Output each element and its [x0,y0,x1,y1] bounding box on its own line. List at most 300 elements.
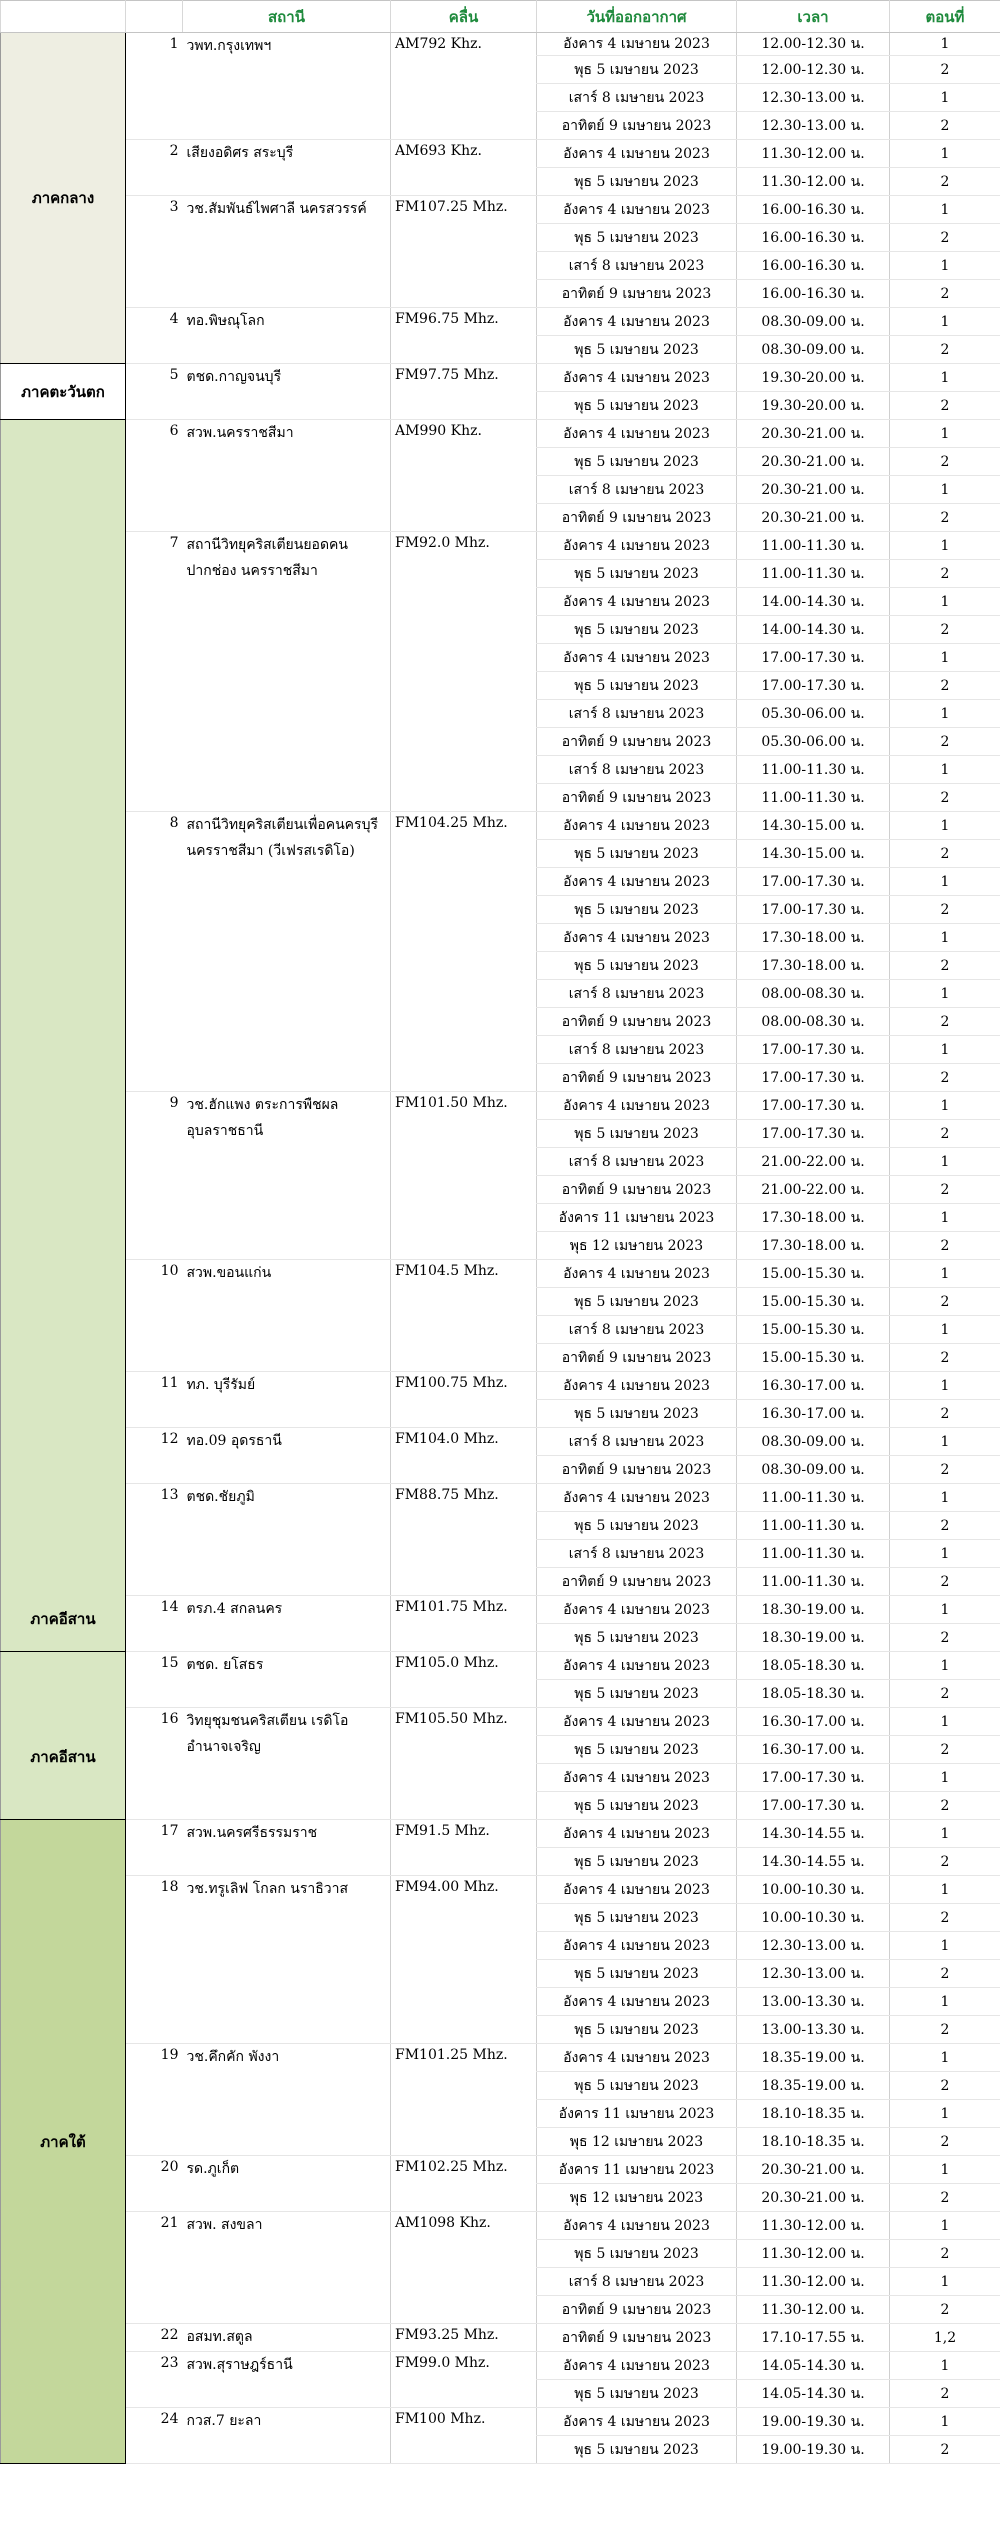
region-label: ภาคใต้ [1,1820,126,2464]
station-name [183,308,391,364]
episode-number: 1 [890,1820,1000,1848]
broadcast-date: อาทิตย์ 9 เมษายน 2023 [537,112,737,140]
broadcast-time: 17.00-17.30 น. [737,896,890,924]
episode-number: 2 [890,1008,1000,1036]
broadcast-time: 08.30-09.00 น. [737,308,890,336]
station-frequency: FM101.25 Mhz. [391,2044,537,2156]
broadcast-time: 15.00-15.30 น. [737,1288,890,1316]
broadcast-date: พุธ 5 เมษายน 2023 [537,672,737,700]
broadcast-date: เสาร์ 8 เมษายน 2023 [537,2268,737,2296]
episode-number: 2 [890,1568,1000,1596]
broadcast-time: 08.00-08.30 น. [737,1008,890,1036]
broadcast-time: 11.30-12.00 น. [737,140,890,168]
broadcast-time: 18.30-19.00 น. [737,1624,890,1652]
broadcast-date: เสาร์ 8 เมษายน 2023 [537,84,737,112]
table-row [1,2212,1000,2240]
station-number: 22 [126,2324,183,2352]
station-name [183,2324,391,2352]
station-name-line: อำนาจเจริญ [186,1739,261,1755]
station-frequency: FM102.25 Mhz. [391,2156,537,2212]
region-label: ภาคตะวันตก [1,364,126,420]
broadcast-date: อาทิตย์ 9 เมษายน 2023 [537,728,737,756]
broadcast-date: อังคาร 4 เมษายน 2023 [537,196,737,224]
broadcast-time: 11.00-11.30 น. [737,1512,890,1540]
station-number: 5 [126,364,183,420]
episode-number: 1 [890,2156,1000,2184]
station-frequency: FM101.50 Mhz. [391,1092,537,1260]
episode-number: 1 [890,1876,1000,1904]
broadcast-time: 14.30-15.00 น. [737,812,890,840]
station-name [183,1372,391,1428]
broadcast-date: อังคาร 4 เมษายน 2023 [537,1260,737,1288]
region-label: ภาคอีสาน [1,420,126,1652]
broadcast-date: เสาร์ 8 เมษายน 2023 [537,756,737,784]
station-name-line: สวพ.ขอนแก่น [186,1265,272,1281]
broadcast-time: 11.00-11.30 น. [737,1568,890,1596]
station-name-line: นครราชสีมา (วีเฟรสเรดิโอ) [186,843,355,859]
station-number: 16 [126,1708,183,1820]
episode-number: 1 [890,980,1000,1008]
broadcast-date: อังคาร 4 เมษายน 2023 [537,1596,737,1624]
station-name-line: วช.ทรูเลิฟ โกลก นราธิวาส [186,1881,349,1897]
station-name-line: วช.คึกคัก พังงา [186,2049,280,2065]
episode-number: 1 [890,1484,1000,1512]
episode-number: 1 [890,1148,1000,1176]
station-frequency: FM96.75 Mhz. [391,308,537,364]
broadcast-time: 12.30-13.00 น. [737,1960,890,1988]
broadcast-time: 16.30-17.00 น. [737,1400,890,1428]
episode-number: 1 [890,812,1000,840]
station-name [183,2156,391,2212]
broadcast-time: 17.30-18.00 น. [737,1232,890,1260]
station-name-line: อสมท.สตูล [186,2329,253,2345]
broadcast-date: พุธ 5 เมษายน 2023 [537,168,737,196]
broadcast-date: พุธ 5 เมษายน 2023 [537,560,737,588]
station-frequency: FM105.50 Mhz. [391,1708,537,1820]
episode-number: 2 [890,280,1000,308]
episode-number: 2 [890,2072,1000,2100]
broadcast-time: 20.30-21.00 น. [737,2156,890,2184]
station-name-line: ตชด. ยโสธร [186,1657,264,1673]
episode-number: 1 [890,252,1000,280]
broadcast-time: 16.00-16.30 น. [737,280,890,308]
broadcast-date: อังคาร 4 เมษายน 2023 [537,868,737,896]
station-name-line: วิทยุชุมชนคริสเตียน เรดิโอ [186,1713,349,1729]
station-number: 9 [126,1092,183,1260]
station-number: 18 [126,1876,183,2044]
station-frequency: FM100.75 Mhz. [391,1372,537,1428]
broadcast-date: อาทิตย์ 9 เมษายน 2023 [537,504,737,532]
broadcast-date: อาทิตย์ 9 เมษายน 2023 [537,1008,737,1036]
table-row [1,1260,1000,1288]
broadcast-date: อังคาร 4 เมษายน 2023 [537,1092,737,1120]
episode-number: 1,2 [890,2324,1000,2352]
table-row [1,2324,1000,2352]
station-number: 13 [126,1484,183,1596]
broadcast-date: อังคาร 4 เมษายน 2023 [537,644,737,672]
episode-number: 1 [890,2268,1000,2296]
broadcast-date: พุธ 5 เมษายน 2023 [537,1960,737,1988]
station-name-line: สถานีวิทยุคริสเตียนเพื่อคนครบุรี [186,817,378,833]
broadcast-date: อังคาร 4 เมษายน 2023 [537,308,737,336]
broadcast-date: อาทิตย์ 9 เมษายน 2023 [537,1064,737,1092]
broadcast-time: 08.00-08.30 น. [737,980,890,1008]
schedule-body [1,33,1000,2464]
broadcast-date: อังคาร 11 เมษายน 2023 [537,1204,737,1232]
episode-number: 1 [890,1428,1000,1456]
broadcast-time: 17.00-17.30 น. [737,1092,890,1120]
episode-number: 1 [890,1932,1000,1960]
station-name [183,2044,391,2156]
episode-number: 2 [890,1960,1000,1988]
table-row [1,308,1000,336]
station-name [183,1428,391,1484]
broadcast-time: 19.30-20.00 น. [737,392,890,420]
station-frequency: FM104.0 Mhz. [391,1428,537,1484]
broadcast-time: 19.00-19.30 น. [737,2408,890,2436]
table-row [1,2156,1000,2184]
broadcast-date: อาทิตย์ 9 เมษายน 2023 [537,2324,737,2352]
station-name-line: ทอ.พิษณุโลก [186,313,265,329]
episode-number: 2 [890,168,1000,196]
episode-number: 1 [890,868,1000,896]
episode-number: 2 [890,56,1000,84]
episode-number: 1 [890,1036,1000,1064]
broadcast-time: 19.30-20.00 น. [737,364,890,392]
header-time: เวลา [737,1,890,33]
broadcast-time: 12.30-13.00 น. [737,112,890,140]
station-name-line: อุบลราชธานี [186,1123,264,1139]
station-number: 6 [126,420,183,532]
episode-number: 1 [890,84,1000,112]
station-name [183,1596,391,1652]
station-number: 3 [126,196,183,308]
episode-number: 1 [890,2352,1000,2380]
station-name [183,2352,391,2408]
broadcast-time: 17.30-18.00 น. [737,924,890,952]
broadcast-date: อาทิตย์ 9 เมษายน 2023 [537,1344,737,1372]
episode-number: 1 [890,1596,1000,1624]
episode-number: 1 [890,308,1000,336]
episode-number: 2 [890,2016,1000,2044]
station-name [183,140,391,196]
station-frequency: AM693 Khz. [391,140,537,196]
broadcast-time: 17.00-17.30 น. [737,868,890,896]
episode-number: 2 [890,1456,1000,1484]
broadcast-time: 14.05-14.30 น. [737,2352,890,2380]
broadcast-time: 12.00-12.30 น. [737,56,890,84]
episode-number: 1 [890,1708,1000,1736]
station-name [183,1820,391,1876]
broadcast-time: 17.30-18.00 น. [737,952,890,980]
episode-number: 2 [890,1624,1000,1652]
broadcast-date: พุธ 12 เมษายน 2023 [537,1232,737,1260]
episode-number: 1 [890,1204,1000,1232]
broadcast-time: 14.30-14.55 น. [737,1848,890,1876]
station-number: 23 [126,2352,183,2408]
episode-number: 2 [890,1736,1000,1764]
episode-number: 1 [890,1316,1000,1344]
broadcast-time: 21.00-22.00 น. [737,1148,890,1176]
region-label: ภาคอีสาน [1,1652,126,1820]
broadcast-date: พุธ 5 เมษายน 2023 [537,1848,737,1876]
table-row [1,196,1000,224]
episode-number: 2 [890,1848,1000,1876]
station-name-line: สถานีวิทยุคริสเตียนยอดคน [186,537,348,553]
episode-number: 1 [890,364,1000,392]
table-row [1,364,1000,392]
broadcast-date: พุธ 5 เมษายน 2023 [537,1736,737,1764]
episode-number: 1 [890,644,1000,672]
broadcast-date: พุธ 5 เมษายน 2023 [537,224,737,252]
broadcast-time: 15.00-15.30 น. [737,1344,890,1372]
table-row [1,1820,1000,1848]
broadcast-date: อังคาร 4 เมษายน 2023 [537,2352,737,2380]
episode-number: 2 [890,728,1000,756]
broadcast-time: 18.35-19.00 น. [737,2044,890,2072]
broadcast-time: 14.00-14.30 น. [737,616,890,644]
station-name [183,1708,391,1820]
episode-number: 2 [890,1176,1000,1204]
broadcast-date: อังคาร 4 เมษายน 2023 [537,1484,737,1512]
header-date: วันที่ออกอากาศ [537,1,737,33]
broadcast-time: 12.30-13.00 น. [737,1932,890,1960]
station-name [183,420,391,532]
table-row [1,532,1000,560]
station-name [183,2408,391,2464]
station-name-line: กวส.7 ยะลา [186,2413,262,2429]
header-row [1,1,1000,33]
episode-number: 2 [890,1680,1000,1708]
station-frequency: FM104.25 Mhz. [391,812,537,1092]
station-name-line: วช.ฮักแพง ตระการพืชผล [186,1097,339,1113]
station-name [183,364,391,420]
episode-number: 2 [890,952,1000,980]
table-row [1,1876,1000,1904]
broadcast-date: อาทิตย์ 9 เมษายน 2023 [537,2296,737,2324]
station-number: 20 [126,2156,183,2212]
station-frequency: FM107.25 Mhz. [391,196,537,308]
station-name [183,33,391,140]
broadcast-date: อาทิตย์ 9 เมษายน 2023 [537,1176,737,1204]
header-no [126,1,183,33]
broadcast-date: อาทิตย์ 9 เมษายน 2023 [537,1456,737,1484]
station-frequency: FM97.75 Mhz. [391,364,537,420]
episode-number: 2 [890,1512,1000,1540]
broadcast-time: 12.30-13.00 น. [737,84,890,112]
broadcast-date: อังคาร 4 เมษายน 2023 [537,1932,737,1960]
table-row [1,2352,1000,2380]
broadcast-date: เสาร์ 8 เมษายน 2023 [537,1316,737,1344]
broadcast-time: 18.10-18.35 น. [737,2128,890,2156]
station-name [183,196,391,308]
station-number: 2 [126,140,183,196]
broadcast-time: 17.10-17.55 น. [737,2324,890,2352]
station-frequency: FM99.0 Mhz. [391,2352,537,2408]
broadcast-time: 14.00-14.30 น. [737,588,890,616]
broadcast-time: 05.30-06.00 น. [737,700,890,728]
broadcast-time: 20.30-21.00 น. [737,476,890,504]
broadcast-date: พุธ 5 เมษายน 2023 [537,336,737,364]
broadcast-time: 15.00-15.30 น. [737,1260,890,1288]
broadcast-time: 11.30-12.00 น. [737,2296,890,2324]
episode-number: 2 [890,112,1000,140]
episode-number: 1 [890,1092,1000,1120]
broadcast-time: 08.30-09.00 น. [737,1456,890,1484]
broadcast-date: พุธ 5 เมษายน 2023 [537,1288,737,1316]
broadcast-time: 10.00-10.30 น. [737,1904,890,1932]
table-row [1,140,1000,168]
broadcast-time: 17.00-17.30 น. [737,1120,890,1148]
episode-number: 2 [890,392,1000,420]
station-frequency: AM792 Khz. [391,33,537,140]
episode-number: 1 [890,2044,1000,2072]
station-name-line: วพท.กรุงเทพฯ [186,38,272,54]
episode-number: 2 [890,1344,1000,1372]
episode-number: 1 [890,924,1000,952]
station-number: 21 [126,2212,183,2324]
table-row [1,420,1000,448]
episode-number: 2 [890,1904,1000,1932]
broadcast-date: อังคาร 4 เมษายน 2023 [537,1708,737,1736]
episode-number: 1 [890,1652,1000,1680]
episode-number: 2 [890,1400,1000,1428]
table-row [1,1484,1000,1512]
station-frequency: FM92.0 Mhz. [391,532,537,812]
broadcast-time: 20.30-21.00 น. [737,504,890,532]
table-row [1,2408,1000,2436]
station-name-line: สวพ.นครศรีธรรมราช [186,1825,318,1841]
broadcast-date: อังคาร 4 เมษายน 2023 [537,33,737,56]
header-region [1,1,126,33]
table-row [1,1652,1000,1680]
broadcast-date: อังคาร 4 เมษายน 2023 [537,1988,737,2016]
broadcast-time: 17.00-17.30 น. [737,1064,890,1092]
broadcast-date: พุธ 5 เมษายน 2023 [537,2072,737,2100]
episode-number: 1 [890,700,1000,728]
episode-number: 1 [890,2100,1000,2128]
station-name [183,812,391,1092]
broadcast-date: อังคาร 4 เมษายน 2023 [537,2044,737,2072]
episode-number: 1 [890,588,1000,616]
episode-number: 1 [890,476,1000,504]
station-name [183,1484,391,1596]
broadcast-date: อังคาร 4 เมษายน 2023 [537,1764,737,1792]
station-number: 4 [126,308,183,364]
header-station: สถานี [183,1,391,33]
broadcast-date: อาทิตย์ 9 เมษายน 2023 [537,1568,737,1596]
broadcast-time: 17.00-17.30 น. [737,644,890,672]
episode-number: 1 [890,2212,1000,2240]
header-episode: ตอนที่ [890,1,1000,33]
station-name [183,532,391,812]
station-number: 12 [126,1428,183,1484]
header-frequency: คลื่น [391,1,537,33]
broadcast-time: 16.30-17.00 น. [737,1708,890,1736]
broadcast-date: พุธ 5 เมษายน 2023 [537,1120,737,1148]
episode-number: 2 [890,1120,1000,1148]
broadcast-date: เสาร์ 8 เมษายน 2023 [537,1428,737,1456]
episode-number: 1 [890,140,1000,168]
station-name-line: ทอ.09 อุดรธานี [186,1433,282,1449]
episode-number: 1 [890,1764,1000,1792]
episode-number: 1 [890,196,1000,224]
station-number: 14 [126,1596,183,1652]
broadcast-time: 19.00-19.30 น. [737,2436,890,2464]
station-frequency: FM104.5 Mhz. [391,1260,537,1372]
broadcast-time: 20.30-21.00 น. [737,448,890,476]
broadcast-time: 13.00-13.30 น. [737,1988,890,2016]
station-frequency: FM93.25 Mhz. [391,2324,537,2352]
episode-number: 1 [890,420,1000,448]
station-number: 8 [126,812,183,1092]
broadcast-time: 17.00-17.30 น. [737,1792,890,1820]
broadcast-date: เสาร์ 8 เมษายน 2023 [537,1036,737,1064]
broadcast-time: 08.30-09.00 น. [737,1428,890,1456]
broadcast-date: เสาร์ 8 เมษายน 2023 [537,1148,737,1176]
broadcast-date: เสาร์ 8 เมษายน 2023 [537,700,737,728]
episode-number: 2 [890,616,1000,644]
broadcast-time: 18.05-18.30 น. [737,1652,890,1680]
episode-number: 1 [890,1988,1000,2016]
broadcast-time: 16.00-16.30 น. [737,196,890,224]
region-label: ภาคกลาง [1,33,126,364]
broadcast-time: 18.05-18.30 น. [737,1680,890,1708]
episode-number: 2 [890,840,1000,868]
table-row [1,2044,1000,2072]
station-name-line: ทภ. บุรีรัมย์ [186,1377,256,1393]
station-name-line: วช.สัมพันธ์ไพศาลี นครสวรรค์ [186,201,367,217]
station-frequency: FM105.0 Mhz. [391,1652,537,1708]
broadcast-time: 11.00-11.30 น. [737,784,890,812]
broadcast-date: อังคาร 4 เมษายน 2023 [537,420,737,448]
broadcast-time: 17.00-17.30 น. [737,672,890,700]
station-frequency: AM990 Khz. [391,420,537,532]
broadcast-date: อังคาร 4 เมษายน 2023 [537,140,737,168]
broadcast-date: พุธ 5 เมษายน 2023 [537,2380,737,2408]
station-number: 1 [126,33,183,140]
broadcast-time: 13.00-13.30 น. [737,2016,890,2044]
episode-number: 2 [890,896,1000,924]
broadcast-time: 11.30-12.00 น. [737,2268,890,2296]
broadcast-date: อังคาร 4 เมษายน 2023 [537,2212,737,2240]
broadcast-date: พุธ 5 เมษายน 2023 [537,1904,737,1932]
episode-number: 1 [890,1540,1000,1568]
table-row [1,1092,1000,1120]
station-number: 7 [126,532,183,812]
broadcast-date: เสาร์ 8 เมษายน 2023 [537,476,737,504]
broadcast-time: 11.30-12.00 น. [737,168,890,196]
station-name-line: สวพ.นครราชสีมา [186,425,294,441]
table-row [1,1708,1000,1736]
broadcast-date: พุธ 5 เมษายน 2023 [537,56,737,84]
broadcast-time: 11.30-12.00 น. [737,2240,890,2268]
broadcast-time: 18.35-19.00 น. [737,2072,890,2100]
station-frequency: FM94.00 Mhz. [391,1876,537,2044]
broadcast-date: อังคาร 11 เมษายน 2023 [537,2156,737,2184]
broadcast-date: อังคาร 4 เมษายน 2023 [537,1372,737,1400]
broadcast-date: พุธ 5 เมษายน 2023 [537,2016,737,2044]
broadcast-date: พุธ 5 เมษายน 2023 [537,1512,737,1540]
broadcast-time: 14.30-15.00 น. [737,840,890,868]
broadcast-time: 11.00-11.30 น. [737,532,890,560]
broadcast-date: พุธ 5 เมษายน 2023 [537,2240,737,2268]
broadcast-time: 15.00-15.30 น. [737,1316,890,1344]
broadcast-date: พุธ 5 เมษายน 2023 [537,952,737,980]
table-row [1,1596,1000,1624]
broadcast-date: อังคาร 4 เมษายน 2023 [537,2408,737,2436]
station-frequency: FM91.5 Mhz. [391,1820,537,1876]
